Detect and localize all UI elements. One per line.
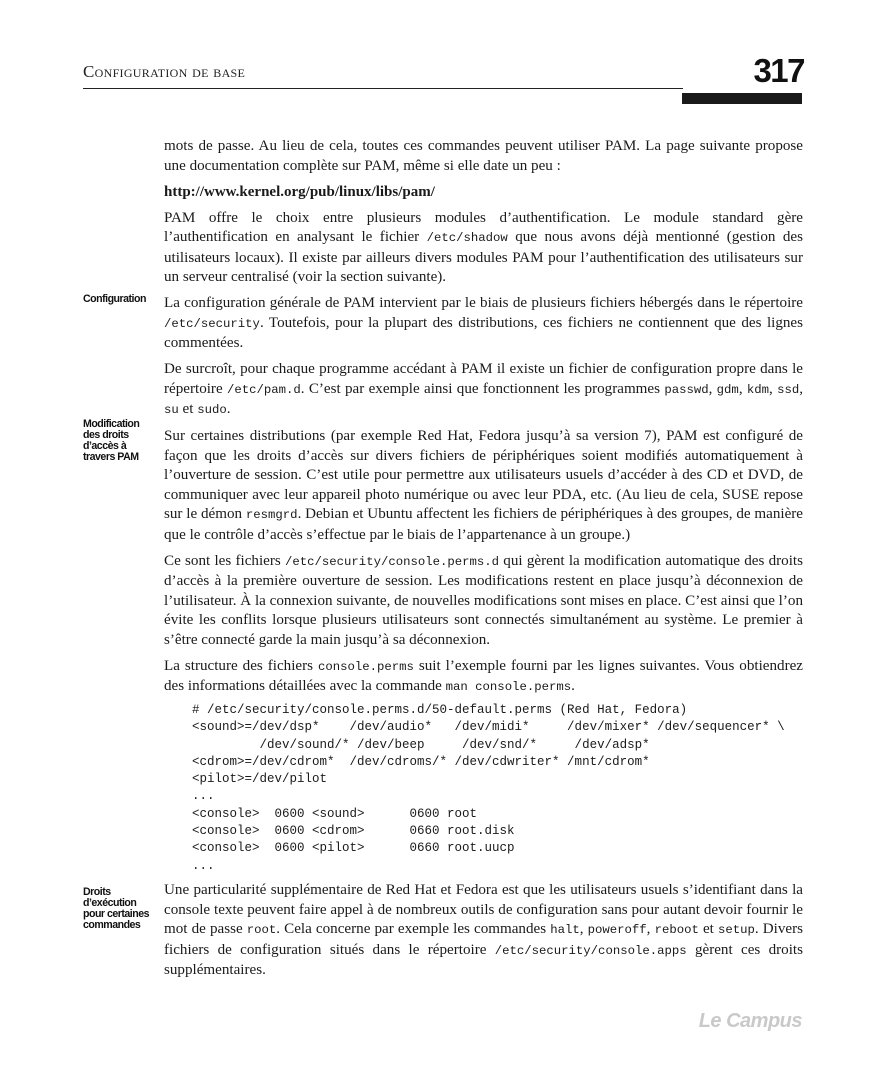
margin-note-line: travers PAM [83,451,139,463]
paragraph-1: mots de passe. Au lieu de cela, toutes ces commandes peuvent utiliser PAM. La page suivante propose une documentation complète sur PAM, même si elle date un peu : [164,138,803,174]
margin-note-line: commandes [83,919,141,931]
margin-note-line: des droits [83,429,129,441]
paragraph-4: De surcroît, pour chaque programme accédant à PAM il existe un fichier de configuration propre dans le répertoire /etc/pam.d. C’est par exemple ainsi que fonctionnent les programmes passwd, gdm, kdm, ssd, su et sudo. [164,361,804,417]
header-bar [682,93,802,104]
body-column-top [164,137,803,704]
body-column-bottom [164,881,803,987]
margin-note-line: pour certaines [83,908,150,920]
header-rule [83,88,683,89]
margin-note-modification [83,419,158,463]
margin-note-line: d’accès à [83,440,127,452]
paragraph-3: La configuration générale de PAM intervient par le biais de plusieurs fichiers hébergés dans le répertoire /etc/security. Toutefois, pour la plupart des distributions, ces fichiers ne contiennent que des lignes commentées. [164,295,803,351]
margin-note-line: d’exécution [83,897,137,909]
paragraph-2: PAM offre le choix entre plusieurs modules d’authentification. Le module standard gère l’authentification en analysant le fichier /etc/shadow que nous avons déjà mentionné (gestion des utilisateurs locaux). Il existe par ailleurs divers modules PAM pour l’authentification des utilisateurs sur un serveur centralisé (voir la section suivante). [164,209,803,285]
page-number: 317 [753,52,804,89]
paragraph-8: Une particularité supplémentaire de Red Hat et Fedora est que les utilisateurs usuels s’identifiant dans la console texte peuvent faire appel à de nombreux outils de configuration sans pour autant devoir fournir le mot de passe root. Cela concerne par exemple les commandes halt, poweroff, reboot et setup. Divers fichiers de configuration situés dans le répertoire /etc/security/console.apps gèrent ces droits supplémentaires. [164,882,803,978]
paragraph-5: Sur certaines distributions (par exemple Red Hat, Fedora jusqu’à sa version 7), PAM est configuré de façon que les droits d’accès sur divers fichiers de périphériques soient modifiés automatiquement à l’ouverture de session. C’est utile pour permettre aux utilisateurs usuels d’accéder à des CD et DVD, de communiquer avec leur appareil photo numérique ou avec leur PDA, etc. (Au lieu de cela, SUSE repose sur le démon resmgrd. Debian et Ubuntu affectent les fichiers de périphériques à des groupes, de manière que le contrôle d’accès s’effectue par le biais de l’appartenance à un groupe.) [164,428,803,543]
logo-word-le: Le [698,1010,722,1032]
margin-note-line: Modification [83,418,140,430]
running-header-title: Configuration de base [83,62,246,81]
publisher-logo [676,1010,802,1033]
pam-url: http://www.kernel.org/pub/linux/libs/pam/ [164,183,435,200]
logo-word-campus: Campus [726,1010,802,1032]
margin-note-line: Droits [83,886,111,898]
margin-note-droits [83,887,158,931]
paragraph-7: La structure des fichiers console.perms suit l’exemple fourni par les lignes suivantes. Vous obtiendrez des informations détaillées avec la commande man console.perms. [164,657,804,694]
margin-note-configuration: Configuration [83,293,146,305]
code-listing: # /etc/security/console.perms.d/50-default.perms (Red Hat, Fedora) <sound>=/dev/dsp* /dev/audio* /dev/midi* /dev/mixer* /dev/sequencer* \ /dev/sound/* /dev/beep /dev/snd/* /dev/adsp* <cdrom>=/dev/cdrom* /dev/cdroms/* /dev/cdwriter* /mnt/cdrom* <pilot>=/dev/pilot ... <console> 0600 <sound> 0600 root <console> 0600 <cdrom> 0660 root.disk <console> 0600 <pilot> 0660 root.uucp ... [192,703,785,873]
paragraph-6: Ce sont les fichiers /etc/security/console.perms.d qui gèrent la modification automatique des droits d’accès à la première ouverture de session. Les modifications restent en place jusqu’à déconnexion de l’utilisateur. À la connexion suivante, de nouvelles modifications sont mises en place. C’est ainsi que l’on évite les conflits lorsque plusieurs utilisateurs sont connectés simultanément au système. Le premier à s’être connecté garde la main jusqu’à sa déconnexion. [164,552,803,648]
